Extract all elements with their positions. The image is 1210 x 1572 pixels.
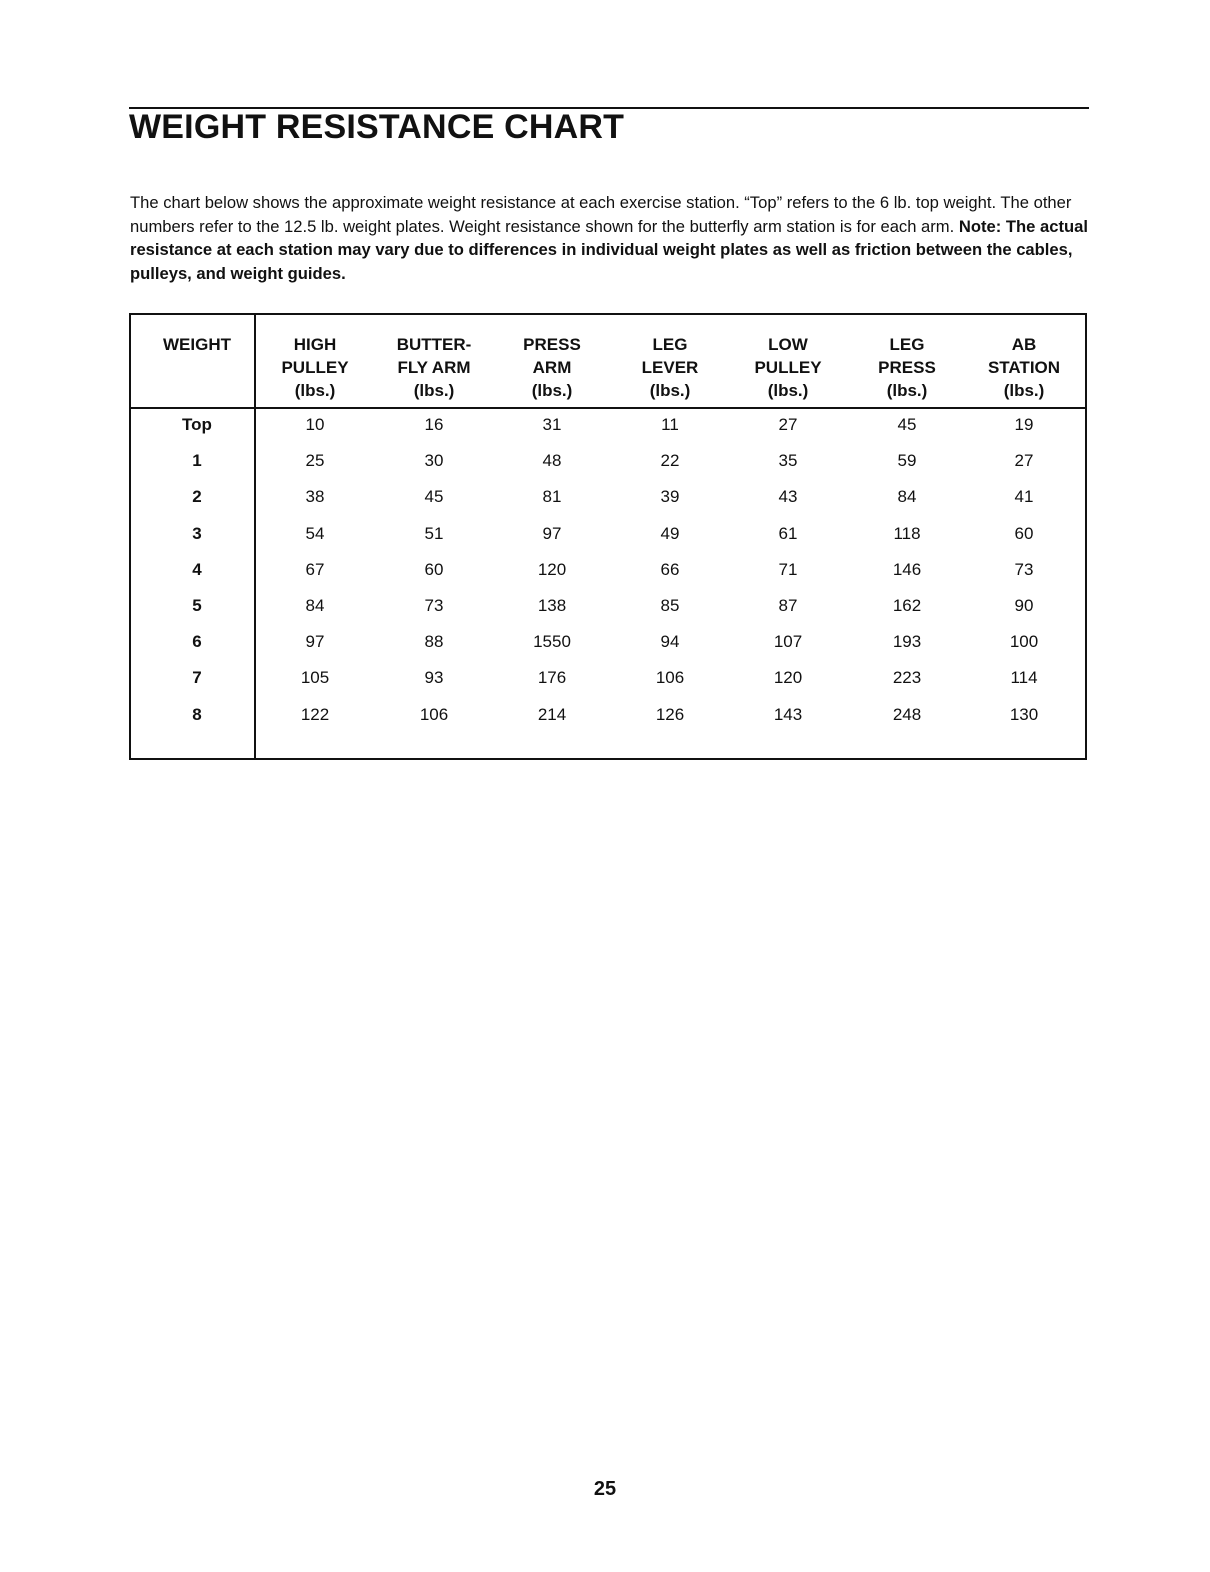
- table-cell: 114: [1010, 668, 1038, 688]
- table-cell: 130: [1009, 704, 1039, 724]
- table-cell: 248: [892, 704, 922, 724]
- column-header-line: (lbs.): [531, 381, 573, 400]
- table-cell: 146: [892, 559, 922, 579]
- column-header-line: PULLEY: [281, 358, 349, 377]
- table-cell: 54: [305, 523, 325, 543]
- table-row: [131, 413, 1085, 449]
- table-row: [131, 666, 1085, 702]
- column-header: [729, 333, 847, 402]
- table-cell: 100: [1009, 632, 1039, 652]
- table-cell: 16: [424, 415, 444, 434]
- table-cell: 10: [305, 415, 325, 434]
- table-cell: 118: [893, 523, 921, 543]
- page-number: 25: [593, 1478, 617, 1500]
- table-cell: 19: [1014, 415, 1034, 434]
- table-cell: 162: [892, 596, 922, 615]
- table-cell: 38: [305, 487, 325, 507]
- table-cell: 11: [661, 415, 679, 434]
- table-cell: 27: [778, 415, 798, 434]
- table-cell: 27: [1014, 451, 1034, 471]
- page-title: WEIGHT RESISTANCE CHART: [129, 108, 625, 146]
- column-header-line: (lbs.): [649, 381, 691, 400]
- table-cell: 223: [892, 668, 922, 688]
- column-header-line: (lbs.): [294, 381, 336, 400]
- column-header: [493, 333, 611, 402]
- column-header: [965, 333, 1083, 402]
- weight-label-cell: 4: [192, 559, 202, 579]
- table-cell: 22: [660, 451, 680, 471]
- table-row: [131, 485, 1085, 521]
- table-cell: 143: [773, 704, 803, 724]
- table-cell: 31: [542, 415, 562, 434]
- table-cell: 122: [300, 704, 330, 724]
- column-header-line: FLY ARM: [397, 358, 471, 377]
- table-cell: 126: [655, 704, 685, 724]
- weight-label-cell: 8: [192, 704, 202, 724]
- column-header-line: LEG: [889, 335, 925, 354]
- table-cell: 85: [660, 596, 680, 615]
- table-cell: 43: [778, 487, 798, 507]
- table-cell: 59: [897, 451, 917, 471]
- table-cell: 73: [1014, 559, 1034, 579]
- table-cell: 90: [1014, 596, 1034, 615]
- weight-label-cell: 3: [192, 523, 202, 543]
- column-header-line: HIGH: [293, 335, 337, 354]
- table-cell: 45: [424, 487, 444, 507]
- table-cell: 88: [424, 632, 444, 652]
- column-header-line: AB: [1011, 335, 1037, 354]
- column-header-line: BUTTER-: [396, 335, 472, 354]
- column-header: [611, 333, 729, 402]
- table-cell: 60: [1014, 523, 1034, 543]
- table-cell: 87: [778, 596, 798, 615]
- column-header-line: (lbs.): [886, 381, 928, 400]
- column-header-line: PRESS: [878, 358, 936, 377]
- weight-label-cell: 7: [192, 668, 202, 688]
- column-header-line: LEG: [652, 335, 688, 354]
- table-cell: 49: [660, 523, 680, 543]
- weight-label-cell: 5: [192, 596, 202, 615]
- table-cell: 73: [424, 596, 444, 615]
- column-header-line: ARM: [532, 358, 572, 377]
- column-header: [375, 333, 493, 402]
- column-header-line: PRESS: [523, 335, 581, 354]
- table-cell: 120: [537, 559, 567, 579]
- table-cell: 106: [419, 704, 449, 724]
- table-cell: 67: [305, 559, 325, 579]
- table-cell: 66: [660, 559, 680, 579]
- column-header-line: PULLEY: [754, 358, 822, 377]
- table-cell: 214: [537, 704, 567, 724]
- table-cell: 97: [305, 632, 325, 652]
- intro-text: The chart below shows the approximate weight resistance at each exercise station. “Top” refers to the 6 lb. top weight. The other numbers refer to the 12.5 lb. weight plates. Weight resistance shown for the butterfly arm station is for each arm.: [130, 193, 1072, 236]
- table-cell: 81: [542, 487, 562, 507]
- table-cell: 84: [305, 596, 325, 615]
- column-header-line: STATION: [987, 358, 1061, 377]
- table-cell: 48: [542, 451, 562, 471]
- table-header-row: [131, 333, 1085, 405]
- table-row: [131, 594, 1085, 630]
- table-cell: 193: [892, 632, 922, 652]
- table-row: [131, 630, 1085, 666]
- table-cell: 105: [300, 668, 330, 688]
- column-header-line: WEIGHT: [163, 335, 231, 354]
- weight-label-cell: 6: [192, 632, 202, 652]
- table-cell: 41: [1014, 487, 1034, 507]
- table-cell: 51: [424, 523, 444, 543]
- intro-note: Note: The actual resistance at each station may vary due to differences in individual weight plates as well as friction between the cables, pulleys, and weight guides.: [130, 216, 1088, 283]
- column-header-line: (lbs.): [413, 381, 455, 400]
- table-row: [131, 449, 1085, 485]
- table-cell: 30: [424, 451, 444, 471]
- table-cell: 97: [542, 523, 562, 543]
- table-cell: 71: [778, 559, 798, 579]
- table-row: [131, 703, 1085, 739]
- table-cell: 138: [537, 596, 567, 615]
- table-cell: 39: [660, 487, 680, 507]
- table-cell: 106: [655, 668, 685, 688]
- resistance-table: [129, 313, 1087, 760]
- intro-paragraph: [130, 191, 1090, 285]
- column-header: [138, 333, 256, 356]
- table-cell: 45: [897, 415, 917, 434]
- header-divider: [131, 407, 1085, 409]
- column-header: [848, 333, 966, 402]
- table-cell: 94: [660, 632, 680, 652]
- column-header-line: LOW: [768, 335, 808, 354]
- table-cell: 61: [778, 523, 798, 543]
- table-cell: 35: [778, 451, 798, 471]
- weight-label-cell: 1: [192, 451, 202, 471]
- table-cell: 60: [424, 559, 444, 579]
- column-header: [256, 333, 374, 402]
- table-cell: 120: [773, 668, 803, 688]
- table-cell: 25: [305, 451, 325, 471]
- table-cell: 93: [424, 668, 444, 688]
- column-header-line: (lbs.): [1003, 381, 1045, 400]
- table-cell: 84: [897, 487, 917, 507]
- column-header-line: LEVER: [641, 358, 699, 377]
- weight-label-cell: 2: [192, 487, 202, 507]
- table-row: [131, 558, 1085, 594]
- column-header-line: (lbs.): [767, 381, 809, 400]
- table-cell: 107: [773, 632, 803, 652]
- table-row: [131, 522, 1085, 558]
- table-cell: 1550: [533, 632, 571, 652]
- table-cell: 176: [537, 668, 567, 688]
- weight-label-cell: Top: [182, 415, 212, 434]
